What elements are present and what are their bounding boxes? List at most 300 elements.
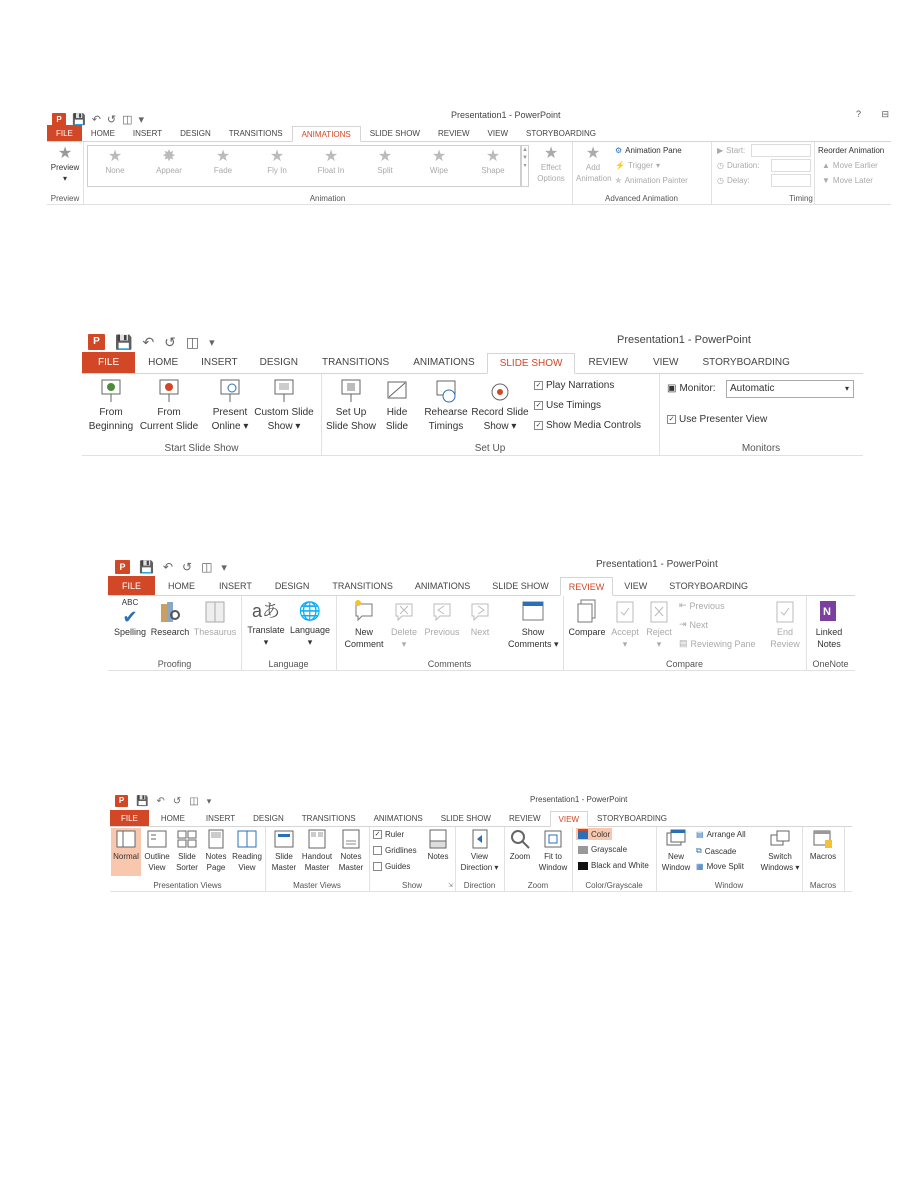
end-review-button[interactable]: [767, 598, 803, 650]
present-online-button[interactable]: Present Online ▾: [206, 378, 254, 433]
delete-comment-button[interactable]: Delete ▾: [388, 598, 420, 650]
reviewing-pane-label: Reviewing Pane: [690, 638, 756, 649]
previous-change-button[interactable]: [679, 600, 725, 611]
start-from-beginning-icon[interactable]: ◫: [185, 333, 200, 350]
tab-transitions[interactable]: TRANSITIONS: [301, 813, 356, 823]
checkbox-icon: ✓: [535, 402, 542, 409]
tab-insert[interactable]: INSERT: [132, 128, 163, 138]
effect-options-label: Effect Options: [537, 163, 565, 183]
tab-view[interactable]: VIEW: [550, 811, 588, 827]
gallery-scroll[interactable]: ▲ ▼ ▾: [521, 145, 529, 187]
label-line2: Notes: [817, 639, 841, 650]
group-color-grayscale: [572, 827, 657, 891]
hide-slide-button[interactable]: [381, 378, 413, 433]
reviewing-pane-button[interactable]: [679, 638, 756, 649]
tab-review[interactable]: REVIEW: [560, 577, 614, 596]
anim-label: Appear: [156, 166, 182, 175]
next-change-button[interactable]: [679, 619, 708, 630]
animation-gallery[interactable]: [87, 145, 521, 187]
guides-checkbox[interactable]: [373, 862, 410, 871]
dialog-launcher-icon[interactable]: ⇲: [447, 883, 453, 889]
compare-label: Compare: [568, 627, 606, 637]
normal-view-button[interactable]: [111, 828, 141, 876]
color-button[interactable]: [576, 828, 612, 840]
label-line1: From: [99, 407, 123, 418]
quick-access-toolbar: [115, 793, 211, 809]
anim-label: Split: [377, 166, 393, 175]
group-proofing: [108, 596, 242, 670]
previous-comment-button[interactable]: [422, 598, 462, 638]
end-review-icon: [773, 598, 797, 624]
view-direction-icon: [469, 828, 491, 850]
anim-none[interactable]: [94, 148, 136, 177]
delay-field[interactable]: [717, 176, 750, 185]
tab-review[interactable]: REVIEW: [508, 813, 541, 823]
checkmark-icon: ✔: [122, 607, 138, 627]
label-line2: Sorter: [176, 862, 198, 872]
animation-pane-label: Animation Pane: [625, 146, 682, 155]
thesaurus-label: Thesaurus: [193, 627, 237, 637]
anim-shape[interactable]: [472, 148, 514, 177]
accept-button[interactable]: Accept ▾: [609, 598, 641, 650]
reject-icon: [647, 598, 671, 624]
group-master-views: [265, 827, 370, 891]
zoom-label: Zoom: [509, 852, 531, 861]
anim-label: None: [105, 166, 125, 175]
tab-transitions[interactable]: TRANSITIONS: [332, 580, 393, 591]
tab-file[interactable]: FILE: [82, 352, 135, 373]
group-set-up: [321, 374, 660, 455]
onenote-icon: [817, 598, 841, 624]
ruler-checkbox[interactable]: [373, 830, 404, 839]
effect-options-icon: ★: [543, 145, 559, 162]
tab-transitions[interactable]: TRANSITIONS: [228, 128, 283, 138]
label-line2: Review: [770, 639, 800, 650]
monitor-select[interactable]: [726, 380, 854, 398]
label-line1: Slide: [178, 852, 196, 861]
tab-insert[interactable]: INSERT: [205, 813, 236, 823]
label-line1: Hide: [386, 407, 408, 418]
projector-chart-icon: [157, 378, 181, 404]
color-swatch-icon: [578, 829, 588, 839]
outline-view-button[interactable]: [142, 828, 172, 874]
window-title: Presentation1 - PowerPoint: [617, 334, 751, 346]
anim-label: Float In: [317, 166, 345, 175]
delete-label: Delete: [390, 627, 417, 637]
label-line2: Master: [271, 862, 297, 872]
animation-group-label: Animation: [309, 194, 346, 203]
star-icon: ★: [269, 148, 285, 165]
new-comment-button[interactable]: [340, 598, 388, 650]
reject-label: Reject: [646, 627, 672, 637]
animation-painter-icon: ✯: [615, 176, 622, 185]
record-slide-show-button[interactable]: Record Slide Show ▾: [471, 378, 529, 433]
label-line1: Rehearse: [424, 407, 468, 418]
checkbox-icon: ✓: [535, 382, 542, 389]
tab-view[interactable]: VIEW: [487, 128, 508, 138]
help-icon[interactable]: ?: [855, 109, 861, 119]
anim-fly-in[interactable]: [256, 148, 298, 177]
star-icon: ★: [377, 148, 393, 165]
compare-icon: [575, 598, 599, 624]
macros-group-label: Macros: [809, 881, 837, 890]
next-icon: ⇥: [679, 619, 687, 629]
group-advanced-animation: [572, 142, 712, 204]
ribbon-display-options-icon[interactable]: ⊟: [881, 109, 889, 119]
label-line2: Online: [211, 420, 241, 432]
tab-animations[interactable]: ANIMATIONS: [414, 580, 471, 591]
group-animation: [83, 142, 573, 204]
undo-icon[interactable]: ↶: [162, 560, 174, 574]
next-label: Next: [689, 619, 709, 630]
label-line1: New: [667, 852, 684, 861]
use-timings-checkbox[interactable]: [534, 400, 601, 411]
language-label: Language: [289, 625, 331, 635]
view-direction-button[interactable]: View Direction ▾: [457, 828, 502, 874]
label-line1: Notes: [205, 852, 227, 861]
reject-button[interactable]: Reject ▾: [643, 598, 675, 650]
checkbox-label: Use Presenter View: [679, 414, 768, 425]
tab-design[interactable]: DESIGN: [274, 580, 310, 591]
start-from-beginning-icon[interactable]: ◫: [201, 560, 213, 574]
tab-storyboarding[interactable]: STORYBOARDING: [526, 128, 596, 138]
undo-icon[interactable]: ↶: [91, 113, 101, 126]
hide-slide-icon: [385, 378, 409, 404]
color-grayscale-group-label: Color/Grayscale: [585, 881, 643, 890]
duration-spinner[interactable]: [771, 159, 811, 172]
monitor-label: Monitor:: [679, 383, 716, 394]
cascade-button[interactable]: [696, 846, 736, 856]
notes-label: Notes: [427, 852, 449, 861]
clock-icon: ◷: [717, 161, 724, 170]
animation-pane-icon: ⚙: [615, 146, 623, 155]
macros-button[interactable]: [804, 828, 842, 863]
label-line1: Set Up: [335, 407, 367, 418]
tab-insert[interactable]: INSERT: [219, 580, 252, 591]
tab-home[interactable]: HOME: [160, 813, 185, 823]
undo-icon[interactable]: ↶: [142, 333, 155, 350]
tab-home[interactable]: HOME: [148, 357, 179, 368]
tab-slide-show[interactable]: SLIDE SHOW: [440, 813, 491, 823]
language-button[interactable]: 🌐 Language ▾: [288, 598, 332, 648]
label-line1: Fit to: [544, 852, 562, 861]
linked-notes-button[interactable]: [809, 598, 849, 650]
save-icon[interactable]: 💾: [139, 560, 154, 574]
anim-fade[interactable]: [202, 148, 244, 177]
show-comments-button[interactable]: Show Comments ▾: [508, 598, 558, 650]
animation-painter-button[interactable]: [615, 176, 688, 185]
translate-button[interactable]: aあ Translate ▾: [245, 598, 287, 648]
setup-projector-icon: [339, 378, 363, 404]
tab-slide-show[interactable]: SLIDE SHOW: [369, 128, 420, 138]
cascade-label: Cascade: [704, 846, 737, 856]
tab-slide-show[interactable]: SLIDE SHOW: [492, 580, 549, 591]
save-icon[interactable]: 💾: [136, 795, 149, 807]
slide-sorter-icon: [176, 828, 198, 850]
tab-storyboarding[interactable]: STORYBOARDING: [669, 580, 748, 591]
ribbon-slide-show: [82, 330, 863, 456]
star-icon: ★: [485, 148, 501, 165]
label-line2: Timings: [428, 420, 464, 432]
tab-file[interactable]: FILE: [108, 576, 155, 595]
animation-painter-label: Animation Painter: [624, 176, 688, 185]
outline-view-icon: [146, 828, 168, 850]
save-icon[interactable]: 💾: [115, 333, 133, 350]
notes-page-button[interactable]: [202, 828, 230, 874]
label-line1: Record Slide: [471, 407, 529, 418]
effect-options-button[interactable]: [533, 145, 569, 185]
checkbox-icon: [373, 846, 382, 855]
anim-label: Wipe: [429, 166, 449, 175]
bw-label: Black and White: [591, 861, 649, 870]
tab-insert[interactable]: INSERT: [201, 357, 238, 368]
tab-review[interactable]: REVIEW: [437, 128, 470, 138]
customize-qat-icon[interactable]: ▾: [221, 561, 227, 574]
from-current-slide-button[interactable]: [138, 378, 200, 433]
use-presenter-view-checkbox[interactable]: [667, 414, 767, 425]
projector-play-icon: [99, 378, 123, 404]
arrange-all-label: Arrange All: [706, 830, 746, 839]
customize-qat-icon[interactable]: ▾: [209, 336, 215, 349]
tab-home[interactable]: HOME: [168, 580, 196, 591]
label-line1: Present: [212, 407, 248, 418]
start-slide-show-group-label: Start Slide Show: [164, 443, 239, 454]
switch-windows-button[interactable]: Switch Windows ▾: [760, 828, 800, 874]
window-title: Presentation1 - PowerPoint: [530, 795, 628, 804]
reading-view-icon: [236, 828, 258, 850]
up-arrow-icon: ▲: [822, 161, 830, 170]
custom-slide-show-button[interactable]: Custom Slide Show ▾: [252, 378, 316, 433]
set-up-slide-show-button[interactable]: [323, 378, 379, 433]
grayscale-swatch-icon: [578, 846, 588, 854]
rehearse-clock-icon: [434, 378, 458, 404]
group-comments: [336, 596, 564, 670]
thesaurus-icon: [203, 598, 227, 624]
grayscale-button[interactable]: [578, 845, 627, 854]
move-split-button[interactable]: [696, 862, 744, 871]
reorder-animation-label: Reorder Animation: [818, 146, 885, 155]
handout-master-button[interactable]: [300, 828, 334, 874]
tab-file[interactable]: FILE: [47, 125, 82, 141]
tab-design[interactable]: DESIGN: [253, 813, 284, 823]
tab-transitions[interactable]: TRANSITIONS: [321, 357, 390, 368]
magnifier-icon: [509, 828, 531, 850]
new-comment-icon: [352, 598, 376, 624]
tab-review[interactable]: REVIEW: [588, 357, 628, 368]
label-line1: Switch: [768, 852, 792, 861]
checkbox-icon: ✓: [374, 831, 381, 838]
arrange-all-button[interactable]: [696, 830, 746, 839]
show-media-controls-checkbox[interactable]: [534, 420, 641, 431]
notes-icon: [427, 828, 449, 850]
arrange-all-icon: ▤: [696, 830, 704, 839]
next-comment-button[interactable]: [464, 598, 496, 638]
trigger-label: Trigger: [627, 161, 654, 170]
quick-access-toolbar: [115, 558, 227, 576]
group-macros: [802, 827, 845, 891]
checkbox-label: Play Narrations: [546, 380, 615, 391]
new-window-button[interactable]: [660, 828, 692, 874]
label-line1: View: [470, 852, 489, 861]
customize-qat-icon[interactable]: ▾: [206, 795, 212, 806]
translate-label: Translate: [247, 625, 285, 635]
checkbox-label: Use Timings: [546, 400, 602, 411]
comments-group-label: Comments: [427, 659, 472, 669]
window-title: Presentation1 - PowerPoint: [451, 110, 561, 120]
star-icon: ★: [431, 148, 447, 165]
label-line1: Notes: [340, 852, 362, 861]
proofing-group-label: Proofing: [157, 659, 192, 669]
accept-icon: [613, 598, 637, 624]
delay-label: Delay:: [726, 176, 750, 185]
start-dropdown[interactable]: [751, 144, 811, 157]
research-label: Research: [150, 627, 190, 637]
spelling-button[interactable]: [112, 598, 148, 638]
label-line2: View: [148, 862, 166, 872]
label-line2: Master: [304, 862, 330, 872]
reading-view-button[interactable]: [231, 828, 263, 874]
color-label: Color: [591, 829, 611, 839]
anim-wipe[interactable]: [418, 148, 460, 177]
group-preview: [47, 142, 84, 204]
anim-label: Fade: [213, 166, 233, 175]
window-group-label: Window: [714, 881, 744, 890]
tab-storyboarding[interactable]: STORYBOARDING: [702, 357, 790, 368]
trigger-button[interactable]: ⚡ Trigger ▾: [615, 161, 661, 170]
label-line2: Show: [267, 420, 293, 432]
group-zoom: [504, 827, 573, 891]
label-line1: Show: [521, 627, 545, 637]
start-field[interactable]: [717, 146, 745, 155]
undo-icon[interactable]: ↶: [156, 795, 165, 807]
projector-globe-icon: [218, 378, 242, 404]
tab-view[interactable]: VIEW: [652, 357, 679, 368]
checkbox-label: Ruler: [385, 830, 405, 839]
grayscale-label: Grayscale: [591, 845, 628, 854]
anim-appear[interactable]: [148, 148, 190, 177]
svg-text:N: N: [823, 606, 831, 618]
group-show: [369, 827, 456, 891]
start-label: Start:: [726, 146, 746, 155]
accept-label: Accept: [611, 627, 639, 637]
tab-view[interactable]: VIEW: [624, 580, 648, 591]
redo-icon[interactable]: ↺: [182, 560, 193, 574]
master-views-group-label: Master Views: [293, 881, 341, 890]
duration-field[interactable]: [717, 161, 759, 170]
from-beginning-button[interactable]: [86, 378, 136, 433]
save-icon[interactable]: 💾: [72, 113, 86, 126]
language-globe-icon: 🌐: [298, 601, 322, 621]
label-line2: Comments: [508, 639, 552, 650]
notes-button[interactable]: [423, 828, 453, 863]
thesaurus-button[interactable]: [192, 598, 238, 638]
research-button[interactable]: [150, 598, 190, 638]
slide-master-icon: [273, 828, 295, 850]
monitor-icon: ▣: [667, 383, 677, 394]
star-icon: ★: [215, 148, 231, 165]
preview-star-icon: ★: [57, 145, 73, 162]
zoom-button[interactable]: [506, 828, 534, 863]
redo-icon[interactable]: ↺: [106, 113, 117, 126]
delete-comment-icon: [392, 598, 416, 624]
ribbon-view: [110, 792, 852, 892]
spelling-label: Spelling: [113, 627, 147, 637]
next-comment-icon: [468, 598, 492, 624]
move-split-label: Move Split: [706, 862, 744, 871]
notes-master-button[interactable]: [335, 828, 367, 874]
zoom-group-label: Zoom: [527, 881, 549, 890]
animation-pane-button[interactable]: [615, 146, 682, 155]
monitor-value: Automatic: [730, 383, 775, 394]
onenote-group-label: OneNote: [812, 659, 849, 669]
fit-to-window-button[interactable]: [536, 828, 570, 874]
preview-button[interactable]: ★ Preview ▾: [50, 145, 80, 183]
label-line2: View: [238, 862, 256, 872]
tab-design[interactable]: DESIGN: [259, 357, 298, 368]
rehearse-timings-button[interactable]: [421, 378, 471, 433]
black-and-white-button[interactable]: [578, 861, 649, 870]
timing-group-label: Timing: [789, 194, 813, 203]
tab-animations[interactable]: ANIMATIONS: [292, 126, 361, 142]
compare-button[interactable]: [567, 598, 607, 638]
tab-design[interactable]: DESIGN: [180, 128, 211, 138]
slide-master-button[interactable]: [269, 828, 299, 874]
anim-label: Fly In: [267, 166, 287, 175]
add-animation-icon: ★: [585, 145, 601, 162]
delay-spinner[interactable]: [771, 174, 811, 187]
tab-home[interactable]: HOME: [90, 128, 115, 138]
tab-storyboarding[interactable]: STORYBOARDING: [597, 813, 667, 823]
tab-slide-show[interactable]: SLIDE SHOW: [487, 353, 576, 374]
group-language: [241, 596, 337, 670]
group-direction: [455, 827, 505, 891]
redo-icon[interactable]: ↺: [164, 333, 176, 350]
cascade-icon: ⧉: [696, 846, 702, 855]
checkbox-label: Gridlines: [385, 846, 417, 855]
macros-label: Macros: [809, 852, 837, 861]
research-icon: [158, 598, 182, 624]
customize-qat-icon[interactable]: ▾: [138, 113, 145, 126]
label-line2: Page: [206, 862, 226, 872]
anim-label: Shape: [481, 166, 505, 175]
slide-sorter-button[interactable]: [173, 828, 201, 874]
label-line2: Current Slide: [139, 420, 199, 432]
play-narrations-checkbox[interactable]: [534, 380, 614, 391]
add-animation-button[interactable]: [576, 145, 610, 185]
anim-split[interactable]: [364, 148, 406, 177]
record-icon: [488, 378, 512, 404]
redo-icon[interactable]: ↺: [172, 795, 182, 807]
tab-animations[interactable]: ANIMATIONS: [373, 813, 423, 823]
previous-comment-icon: [430, 598, 454, 624]
tab-animations[interactable]: ANIMATIONS: [413, 357, 475, 368]
gridlines-checkbox[interactable]: [373, 846, 417, 855]
clock-icon: ◷: [717, 176, 724, 185]
label-line2: Slide Show: [325, 420, 377, 432]
label-line1: Linked: [815, 627, 843, 637]
next-label: Next: [470, 627, 490, 637]
label-line1: Slide: [275, 852, 293, 861]
move-later-button[interactable]: [822, 176, 873, 185]
start-from-beginning-icon[interactable]: ◫: [122, 113, 133, 126]
move-earlier-button[interactable]: [822, 161, 878, 170]
star-icon: ★: [323, 148, 339, 165]
tab-file[interactable]: FILE: [110, 810, 149, 826]
show-group-label: Show: [401, 881, 422, 890]
start-from-beginning-icon[interactable]: ◫: [189, 795, 199, 807]
anim-float-in[interactable]: [310, 148, 352, 177]
checkbox-icon: ✓: [535, 422, 542, 429]
